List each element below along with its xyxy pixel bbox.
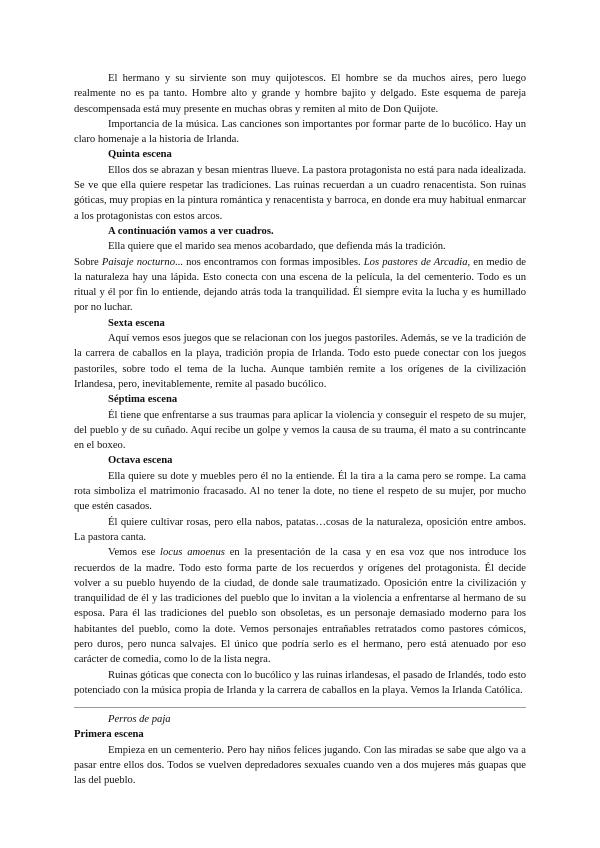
pastores-title: Los pastores de Arcadia bbox=[363, 256, 468, 268]
paisaje-text-end: , en medio de la naturaleza hay una lápida. Esto conecta con una escena de la película, la del cementerio. Todo es un ritual y él por fin lo entiende, dejando atrás toda la tranquilidad. Él siempre evita la lucha y es humillado por no luchar. bbox=[74, 256, 526, 314]
locus-term: locus amoenus bbox=[160, 547, 225, 559]
paragraph-hermano: El hermano y su sirviente son muy quijotescos. El hombre se da muchos aires, pero luego realmente no es pa tanto. Hombre alto y grande y hombre bajito y delgado. Este esquema de pareja descompensada está muy presente en muchas obras y remiten al mito de Don Quijote. bbox=[74, 73, 526, 115]
heading-primera-escena: Primera escena bbox=[74, 729, 144, 741]
locus-text-start: Vemos ese bbox=[108, 547, 161, 559]
paisaje-text-middle: ... nos encontramos con formas imposibles. bbox=[175, 256, 364, 268]
section-divider bbox=[74, 707, 526, 708]
paragraph-octava-dote: Ella quiere su dote y muebles pero él no la entiende. Él la tira a la cama pero se rompe. La cama rota simboliza el matrimonio fracasado. Al no tener la dote, no tiene el respeto de su mujer, por mucho que estén casados. bbox=[74, 470, 526, 513]
paragraph-locus-amoenus bbox=[74, 545, 526, 667]
heading-continuacion: A continuación vamos a ver cuadros. bbox=[108, 225, 274, 237]
heading-octava-escena: Octava escena bbox=[108, 455, 173, 467]
paragraph-continuacion: Ella quiere que el marido sea menos acobardado, que defienda más la tradición. bbox=[108, 241, 446, 253]
paragraph-primera-escena: Empieza en un cementerio. Pero hay niños felices jugando. Con las miradas se sabe que algo va a pasar entre ellos dos. Todos se vuelven depredadores sexuales cuando ven a dos mujeres más guapas que las del pueblo. bbox=[74, 744, 526, 787]
document-body bbox=[74, 71, 526, 789]
paisaje-title: Paisaje nocturno bbox=[101, 256, 175, 268]
paragraph-septima-escena: Él tiene que enfrentarse a sus traumas para aplicar la violencia y conseguir el respeto de su mujer, del pueblo y de su cuñado. Aquí recibe un golpe y vemos la causa de su trauma, él mato a su contrincante en el boxeo. bbox=[74, 409, 526, 452]
paragraph-musica: Importancia de la música. Las canciones son importantes por formar parte de lo bucólico. Hay un claro homenaje a la historia de Irlanda. bbox=[74, 118, 526, 146]
paragraph-octava-rosas: Él quiere cultivar rosas, pero ella nabos, patatas…cosas de la naturaleza, oposición entre ambos. La pastora canta. bbox=[74, 516, 526, 543]
paragraph-paisaje-nocturno bbox=[74, 255, 526, 316]
section-label-perros-de-paja: Perros de paja bbox=[108, 714, 171, 726]
paragraph-ruinas-goticas: Ruinas góticas que conecta con lo bucólico y las ruinas irlandesas, el pasado de Irlandés, todo esto potenciado con la música propia de Irlanda y la carrera de caballos en la playa. Vemos la Irlanda Católica. bbox=[74, 669, 526, 696]
heading-quinta-escena: Quinta escena bbox=[108, 149, 172, 161]
paragraph-quinta-escena: Ellos dos se abrazan y besan mientras llueve. La pastora protagonista no está para nada idealizada. Se ve que ella quiere respetar las tradiciones. Las ruinas recuerdan a un cuadro renacentista. Son ruinas góticas, muy propias en la pintura romántica y renacentista y barroca, en donde era muy habitual enmarcar a los protagonistas con estos arcos. bbox=[74, 164, 526, 222]
paisaje-text-start: Sobre bbox=[74, 256, 102, 268]
heading-sexta-escena: Sexta escena bbox=[108, 317, 165, 329]
paragraph-sexta-escena: Aquí vemos esos juegos que se relacionan con los juegos pastoriles. Además, se ve la tradición de la carrera de caballos en la playa, tradición propia de Irlanda. Todo esto puede conectar con los juegos pastoriles, sobre todo el tema de la lucha. Aunque también remite a los orígenes de la civilización Irlandesa, pero, inevitablemente, remite al pasado bucólico. bbox=[74, 333, 526, 390]
locus-text-end: en la presentación de la casa y en esa voz que nos introduce los recuerdos de la madre. Todo esto forma parte de los recuerdos y orígenes del protagonista. Él decide volver a su pueblo huyendo de la ciudad, de donde sale traumatizado. Oposición entre la civilización y tranquilidad de él y las tradiciones del pueblo que lo invitan a la violencia a enfrentarse al hermano de su esposa. Para él las tradiciones del pueblo son obsoletas, es un personaje demasiado moderno para los habitantes del pueblo, como la dote. Vemos personajes entrañables retratados como pastores cómicos, pero duros, pero nunca salvajes. El único que podría serlo es el hermano, pero está atenuado por eso carácter de comedia, como lo de la lista negra. bbox=[74, 547, 526, 666]
heading-septima-escena: Séptima escena bbox=[108, 394, 178, 406]
